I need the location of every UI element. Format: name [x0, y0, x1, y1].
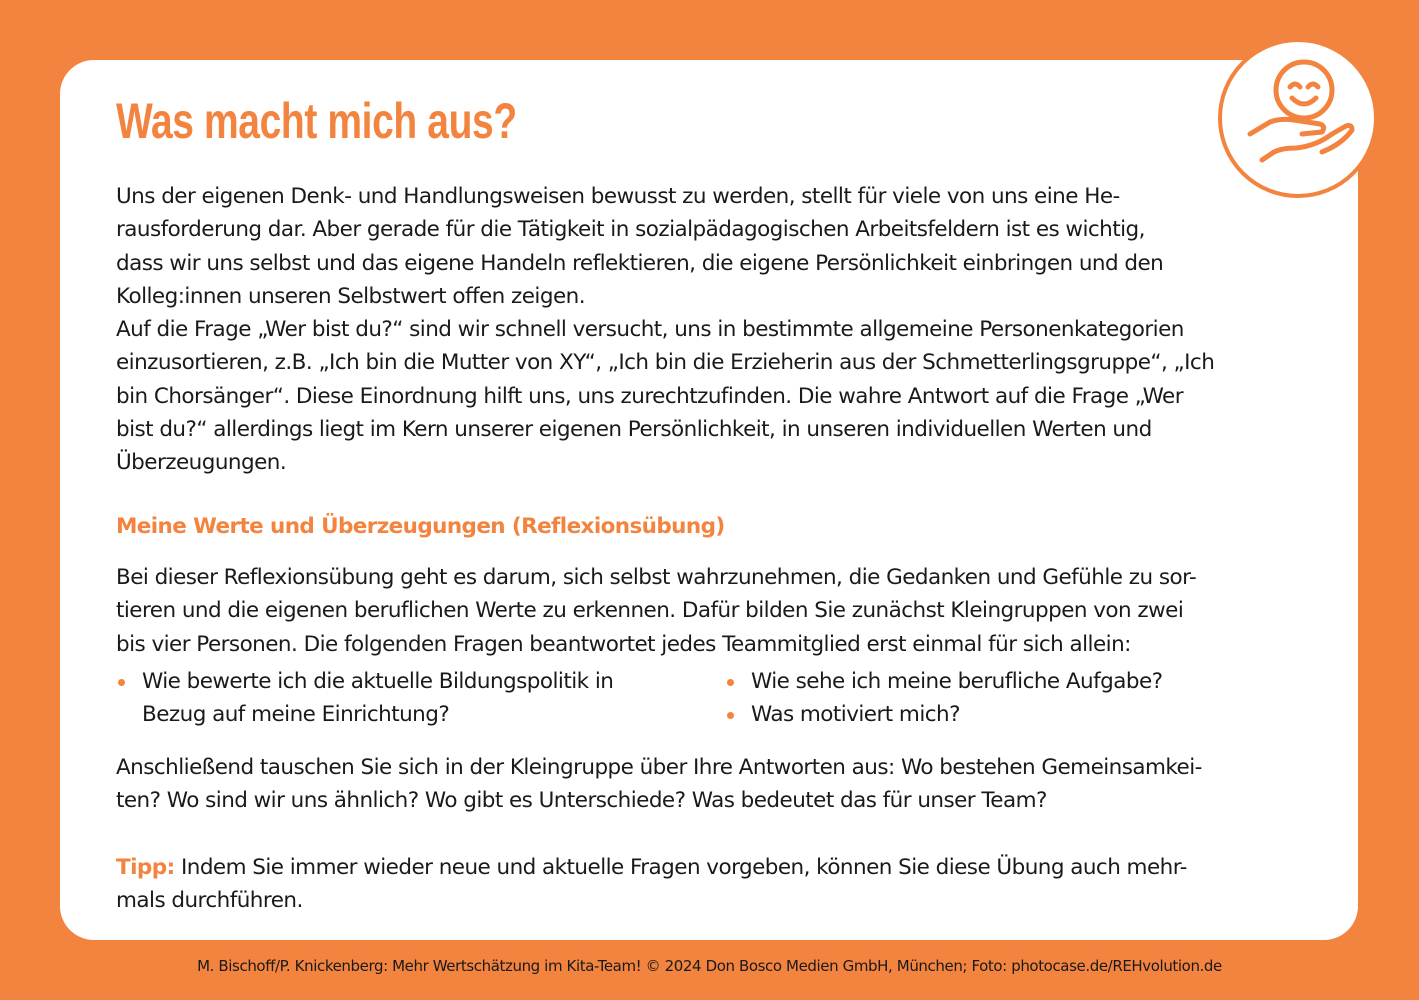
question-text: Wie bewerte ich die aktuelle Bildungspolitik in: [142, 669, 614, 694]
text-line: Uns der eigenen Denk- und Handlungsweisen bewusst zu werden, stellt für viele von uns eine He-: [116, 184, 1120, 209]
intro-paragraph: [116, 180, 1214, 480]
text-line: rausforderung dar. Aber gerade für die Tätigkeit in sozialpädagogischen Arbeitsfeldern ist es wichtig,: [116, 217, 1145, 243]
text-line: einzusortieren, z.B. „Ich bin die Mutter von XY“, „Ich bin die Erzieherin aus der Schmetterlingsgruppe“, „Ich: [116, 350, 1215, 376]
tip-line: [116, 851, 1187, 884]
text-line: Auf die Frage „Wer bist du?“ sind wir schnell versucht, uns in bestimmte allgemeine Personenkategorien: [116, 317, 1184, 343]
page-title: Was macht mich aus?: [116, 93, 517, 149]
followup-paragraph: [116, 751, 1202, 818]
list-item: Was motiviert mich?: [725, 698, 1163, 731]
tip-paragraph: [116, 851, 1187, 918]
tip-label: Tipp:: [116, 855, 175, 880]
text-line: bin Chorsänger“. Diese Einordnung hilft uns, uns zurechtzufinden. Die wahre Antwort auf die Frage „Wer: [116, 383, 1184, 409]
list-item: [116, 665, 613, 732]
text-line: bis vier Personen. Die folgenden Fragen beantwortet jedes Teammitglied erst einmal für sich allein:: [116, 631, 1131, 657]
text-line: tieren und die eigenen beruflichen Werte zu erkennen. Dafür bilden Sie zunächst Kleingruppen von zwei: [116, 598, 1184, 624]
question-text: Bezug auf meine Einrichtung?: [142, 702, 450, 728]
tip-text: Indem Sie immer wieder neue und aktuelle Fragen vorgeben, können Sie diese Übung auch mehr-: [174, 855, 1187, 880]
text-line: Überzeugungen.: [116, 450, 287, 476]
exercise-paragraph: [116, 561, 1196, 661]
footer-credit: M. Bischoff/P. Knickenberg: Mehr Wertschätzung im Kita-Team! © 2024 Don Bosco Medien GmbH, München; Foto: photocase.de/REHvolution.de: [197, 957, 1222, 975]
section-heading: Meine Werte und Überzeugungen (Reflexionsübung): [116, 514, 725, 539]
text-line: Kolleg:innen unseren Selbstwert offen zeigen.: [116, 283, 585, 309]
text-line: Bei dieser Reflexionsübung geht es darum, sich selbst wahrzunehmen, die Gedanken und Gefühle zu sor-: [116, 565, 1197, 590]
text-line: Anschließend tauschen Sie sich in der Kleingruppe über Ihre Antworten aus: Wo bestehen Gemeinsamkei-: [116, 755, 1202, 780]
list-item: Wie sehe ich meine berufliche Aufgabe?: [725, 665, 1163, 698]
smiley-on-hand-icon: [1218, 38, 1378, 198]
text-line: ten? Wo sind wir uns ähnlich? Wo gibt es Unterschiede? Was bedeutet das für unser Team?: [116, 788, 1047, 814]
question-list-left: [116, 665, 613, 732]
text-line: bist du?“ allerdings liegt im Kern unserer eigenen Persönlichkeit, in unseren individuellen Werten und: [116, 417, 1152, 443]
tip-text: mals durchführen.: [116, 888, 303, 914]
text-line: dass wir uns selbst und das eigene Handeln reflektieren, die eigene Persönlichkeit einbringen und den: [116, 250, 1164, 276]
question-list-right: [725, 665, 1163, 732]
